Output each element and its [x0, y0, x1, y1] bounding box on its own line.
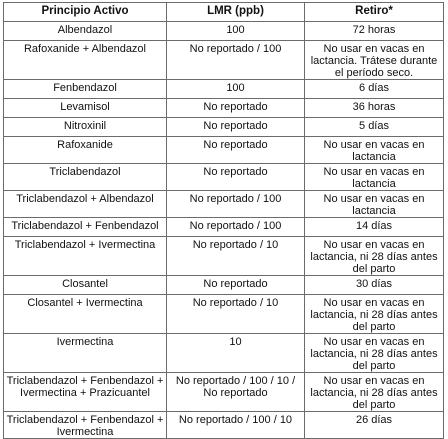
table-row: [4, 237, 444, 276]
table-row: [4, 191, 444, 218]
cell-lmr: No reportado: [167, 99, 305, 118]
cell-retiro: 26 días: [305, 412, 444, 439]
table-row: [4, 118, 444, 137]
table-row: [4, 412, 444, 439]
cell-retiro: 5 días: [305, 118, 444, 137]
table-row: [4, 164, 444, 191]
table-row: [4, 276, 444, 295]
table-row: [4, 80, 444, 99]
header-lmr: LMR (ppb): [167, 3, 305, 22]
cell-principio: Nitroxinil: [4, 118, 167, 137]
cell-retiro: No usar en vacas en lactancia, ni 28 días antes del parto: [305, 334, 444, 373]
cell-lmr: No reportado / 100 / 10 / No reportado: [167, 373, 305, 412]
cell-lmr: No reportado / 100: [167, 191, 305, 218]
cell-principio: Triclabendazol + Ivermectina: [4, 237, 167, 276]
table-row: [4, 41, 444, 80]
table-row: [4, 137, 444, 164]
table-row: [4, 295, 444, 334]
cell-retiro: No usar en vacas en lactancia: [305, 137, 444, 164]
cell-retiro: No usar en vacas en lactancia. Trátese durante el período seco.: [305, 41, 444, 80]
table-row: [4, 218, 444, 237]
cell-lmr: 100: [167, 22, 305, 41]
cell-retiro: No usar en vacas en lactancia, ni 28 días antes del parto: [305, 295, 444, 334]
cell-lmr: 10: [167, 334, 305, 373]
table-header-row: [4, 3, 444, 22]
cell-lmr: No reportado / 100: [167, 218, 305, 237]
cell-lmr: No reportado / 100 / 10: [167, 412, 305, 439]
cell-lmr: No reportado: [167, 276, 305, 295]
cell-principio: Triclabendazol + Fenbendazol + Ivermectina: [4, 412, 167, 439]
cell-retiro: No usar en vacas en lactancia: [305, 164, 444, 191]
cell-retiro: 36 horas: [305, 99, 444, 118]
header-principio-activo: Principio Activo: [4, 3, 167, 22]
cell-principio: Triclabendazol + Albendazol: [4, 191, 167, 218]
cell-principio: Triclabendazol: [4, 164, 167, 191]
withdrawal-table: [3, 2, 444, 439]
cell-lmr: 100: [167, 80, 305, 99]
cell-lmr: No reportado: [167, 118, 305, 137]
header-retiro: Retiro*: [305, 3, 444, 22]
cell-lmr: No reportado / 10: [167, 237, 305, 276]
cell-retiro: 30 días: [305, 276, 444, 295]
cell-principio: Closantel + Ivermectina: [4, 295, 167, 334]
table-row: [4, 334, 444, 373]
table-row: [4, 22, 444, 41]
cell-retiro: 14 días: [305, 218, 444, 237]
cell-lmr: No reportado / 100: [167, 41, 305, 80]
cell-lmr: No reportado / 10: [167, 295, 305, 334]
cell-lmr: No reportado: [167, 164, 305, 191]
cell-principio: Rafoxanide + Albendazol: [4, 41, 167, 80]
table-row: [4, 99, 444, 118]
cell-principio: Triclabendazol + Fenbendazol + Ivermectina + Prazicuantel: [4, 373, 167, 412]
table-row: [4, 373, 444, 412]
cell-principio: Levamisol: [4, 99, 167, 118]
cell-principio: Rafoxanide: [4, 137, 167, 164]
cell-principio: Fenbendazol: [4, 80, 167, 99]
cell-retiro: 72 horas: [305, 22, 444, 41]
cell-retiro: No usar en vacas en lactancia, ni 28 días antes del parto: [305, 373, 444, 412]
cell-principio: Closantel: [4, 276, 167, 295]
cell-principio: Albendazol: [4, 22, 167, 41]
cell-retiro: No usar en vacas en lactancia: [305, 191, 444, 218]
cell-retiro: No usar en vacas en lactancia, ni 28 días antes del parto: [305, 237, 444, 276]
cell-principio: Triclabendazol + Fenbendazol: [4, 218, 167, 237]
cell-retiro: 6 días: [305, 80, 444, 99]
cell-principio: Ivermectina: [4, 334, 167, 373]
cell-lmr: No reportado: [167, 137, 305, 164]
